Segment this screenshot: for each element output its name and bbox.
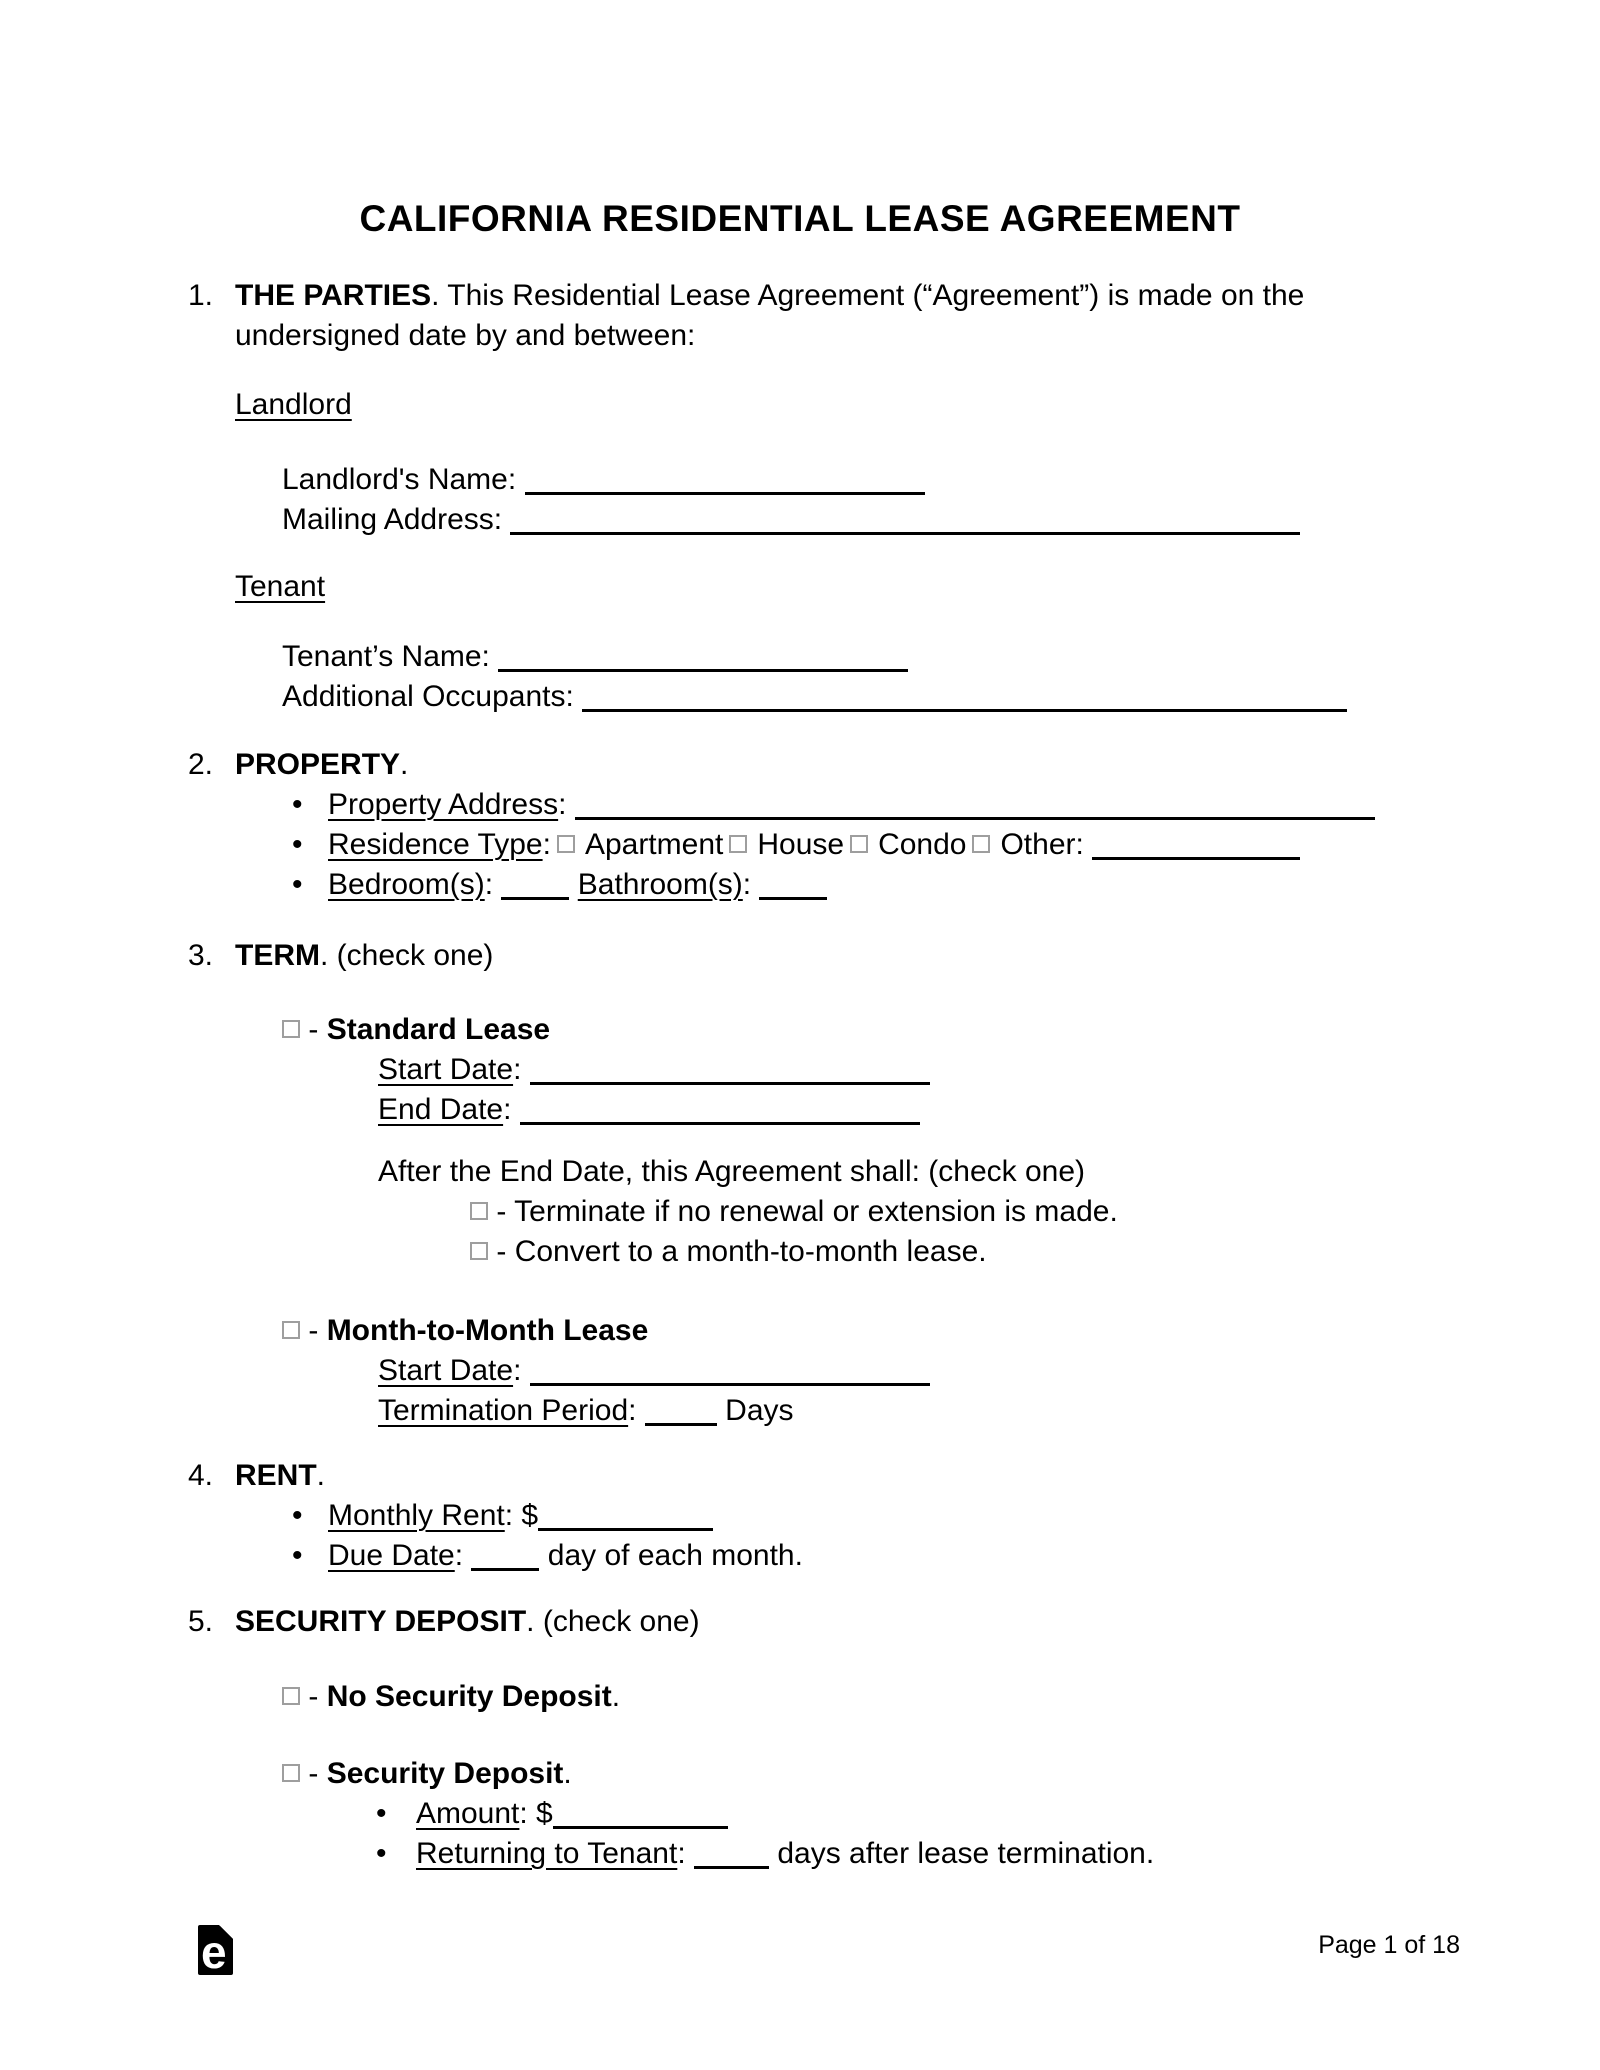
landlord-name-label: Landlord's Name: <box>282 463 517 496</box>
dash: - <box>308 1314 319 1347</box>
other-blank[interactable] <box>1092 830 1300 860</box>
dash: - <box>308 1013 319 1046</box>
bullet-icon: • <box>292 1539 303 1572</box>
dash: - <box>308 1757 319 1790</box>
colon: : <box>513 1053 522 1086</box>
bullet-icon: • <box>376 1797 387 1830</box>
standard-start-date-line <box>378 1050 1412 1090</box>
document-content <box>188 0 1412 1874</box>
month-start-date-line <box>378 1351 1412 1391</box>
section-property-period: . <box>400 748 409 781</box>
section-parties-number: 1. <box>188 279 214 312</box>
standard-start-date-blank[interactable] <box>530 1055 930 1085</box>
security-deposit-label: Security Deposit <box>326 1757 564 1790</box>
residence-type-label: Residence Type <box>328 828 543 861</box>
end-date-label: End Date <box>378 1093 504 1126</box>
bathrooms-label: Bathroom(s) <box>577 868 743 901</box>
security-deposit-period: . <box>563 1757 572 1790</box>
property-address-blank[interactable] <box>575 790 1375 820</box>
no-security-deposit-period: . <box>611 1680 621 1713</box>
tenant-heading: Tenant <box>235 570 326 603</box>
section-rent-heading: RENT <box>235 1459 317 1492</box>
colon: : <box>558 788 567 821</box>
page-indicator: Page 1 of 18 <box>1318 1931 1460 1959</box>
monthly-rent-separator: : $ <box>504 1499 539 1532</box>
colon: : <box>484 868 494 901</box>
tenant-name-label: Tenant’s Name: <box>282 640 490 673</box>
residence-type-line <box>292 825 1412 865</box>
bedrooms-line <box>292 865 1412 905</box>
month-to-month-label: Month-to-Month Lease <box>326 1314 649 1347</box>
landlord-heading: Landlord <box>235 388 352 421</box>
section-rent-body <box>235 1456 1412 1496</box>
other-checkbox[interactable] <box>972 835 990 853</box>
monthly-rent-line <box>292 1496 1412 1536</box>
landlord-name-blank[interactable] <box>525 465 925 495</box>
termination-period-blank[interactable] <box>645 1396 717 1426</box>
start-date-label: Start Date <box>378 1354 514 1387</box>
dash: - <box>308 1680 319 1713</box>
tenant-heading-line <box>235 567 1412 607</box>
mailing-address-line <box>282 500 1412 540</box>
no-security-deposit-label: No Security Deposit <box>326 1680 612 1713</box>
end-date-line <box>378 1090 1412 1130</box>
colon: : <box>513 1354 522 1387</box>
bathrooms-blank[interactable] <box>759 870 827 900</box>
section-term-suffix: . (check one) <box>320 939 494 972</box>
returning-suffix: days after lease termination. <box>777 1837 1155 1870</box>
eforms-logo-letter: e <box>201 1926 227 1978</box>
other-option-label: Other: <box>1000 828 1084 861</box>
section-term <box>188 936 1412 976</box>
convert-option-label: Convert to a month-to-month lease. <box>514 1235 987 1268</box>
bullet-icon: • <box>292 1499 303 1532</box>
monthly-rent-label: Monthly Rent <box>328 1499 505 1532</box>
bedrooms-blank[interactable] <box>501 870 569 900</box>
section-deposit <box>188 1602 1412 1642</box>
colon: : <box>677 1837 686 1870</box>
section-deposit-suffix: . (check one) <box>526 1605 700 1638</box>
no-security-deposit-checkbox[interactable] <box>282 1687 300 1705</box>
colon: : <box>503 1093 512 1126</box>
end-date-blank[interactable] <box>520 1095 920 1125</box>
section-deposit-number: 5. <box>188 1605 214 1638</box>
section-property-number: 2. <box>188 748 214 781</box>
section-property-body <box>235 745 1412 785</box>
colon: : <box>542 828 551 861</box>
document-title: CALIFORNIA RESIDENTIAL LEASE AGREEMENT <box>359 198 1241 239</box>
bullet-icon: • <box>376 1837 387 1870</box>
mailing-address-blank[interactable] <box>510 505 1300 535</box>
apartment-checkbox[interactable] <box>557 835 575 853</box>
landlord-name-line <box>282 460 1412 500</box>
returning-blank[interactable] <box>694 1839 769 1869</box>
section-parties-intro: . This Residential Lease Agreement (“Agreement”) is made on the undersigned date by and between: <box>235 279 1305 352</box>
house-checkbox[interactable] <box>729 835 747 853</box>
due-date-line <box>292 1536 1412 1576</box>
terminate-option-label: Terminate if no renewal or extension is made. <box>514 1195 1118 1228</box>
amount-label: Amount <box>416 1797 520 1830</box>
colon: : <box>454 1539 464 1572</box>
due-date-blank[interactable] <box>471 1541 539 1571</box>
section-rent-number: 4. <box>188 1459 214 1492</box>
terminate-option-line <box>470 1192 1412 1232</box>
section-term-heading: TERM <box>235 939 320 972</box>
condo-option-label: Condo <box>878 828 967 861</box>
bullet-icon: • <box>292 828 303 861</box>
section-rent <box>188 1456 1412 1496</box>
no-security-deposit-line <box>282 1677 1412 1717</box>
dash: - <box>496 1195 507 1228</box>
house-option-label: House <box>757 828 845 861</box>
bullet-icon: • <box>292 788 303 821</box>
standard-lease-label: Standard Lease <box>326 1013 551 1046</box>
property-address-line <box>292 785 1412 825</box>
month-to-month-line <box>282 1311 1412 1351</box>
standard-lease-checkbox[interactable] <box>282 1020 300 1038</box>
section-parties-body <box>235 276 1412 356</box>
month-start-date-blank[interactable] <box>530 1356 930 1386</box>
due-date-suffix: day of each month. <box>547 1539 803 1572</box>
security-deposit-line <box>282 1754 1412 1794</box>
property-address-label: Property Address <box>328 788 559 821</box>
returning-line <box>376 1834 1412 1874</box>
convert-checkbox[interactable] <box>470 1242 488 1260</box>
section-rent-period: . <box>316 1459 326 1492</box>
mailing-address-label: Mailing Address: <box>282 503 503 536</box>
occupants-blank[interactable] <box>582 682 1347 712</box>
condo-checkbox[interactable] <box>850 835 868 853</box>
occupants-label: Additional Occupants: <box>282 680 574 713</box>
terminate-checkbox[interactable] <box>470 1202 488 1220</box>
tenant-name-blank[interactable] <box>498 642 908 672</box>
landlord-heading-line <box>235 385 1412 425</box>
amount-blank[interactable] <box>553 1799 728 1829</box>
bullet-icon: • <box>292 868 303 901</box>
standard-lease-line <box>282 1010 1412 1050</box>
convert-option-line <box>470 1232 1412 1272</box>
dash: - <box>496 1235 507 1268</box>
section-term-body <box>235 936 1412 976</box>
monthly-rent-blank[interactable] <box>538 1501 713 1531</box>
after-end-date-line: After the End Date, this Agreement shall: (check one) <box>378 1155 1086 1188</box>
start-date-label: Start Date <box>378 1053 514 1086</box>
eforms-logo <box>198 1925 233 1978</box>
termination-period-line <box>378 1391 1412 1431</box>
security-deposit-checkbox[interactable] <box>282 1764 300 1782</box>
termination-period-label: Termination Period <box>378 1394 629 1427</box>
section-term-number: 3. <box>188 939 214 972</box>
due-date-label: Due Date <box>328 1539 455 1572</box>
section-property-heading: PROPERTY <box>235 748 401 781</box>
section-deposit-body <box>235 1602 1412 1642</box>
days-suffix: Days <box>725 1394 794 1427</box>
colon: : <box>628 1394 637 1427</box>
section-parties-heading: THE PARTIES <box>235 279 432 312</box>
tenant-name-line <box>282 637 1412 677</box>
apartment-option-label: Apartment <box>584 828 724 861</box>
month-to-month-checkbox[interactable] <box>282 1321 300 1339</box>
section-deposit-heading: SECURITY DEPOSIT <box>235 1605 527 1638</box>
amount-line <box>376 1794 1412 1834</box>
amount-separator: : $ <box>519 1797 553 1830</box>
section-property <box>188 745 1412 785</box>
occupants-line <box>282 677 1412 717</box>
bedrooms-label: Bedroom(s) <box>328 868 485 901</box>
returning-label: Returning to Tenant <box>416 1837 678 1870</box>
colon: : <box>742 868 752 901</box>
section-parties <box>188 276 1412 356</box>
